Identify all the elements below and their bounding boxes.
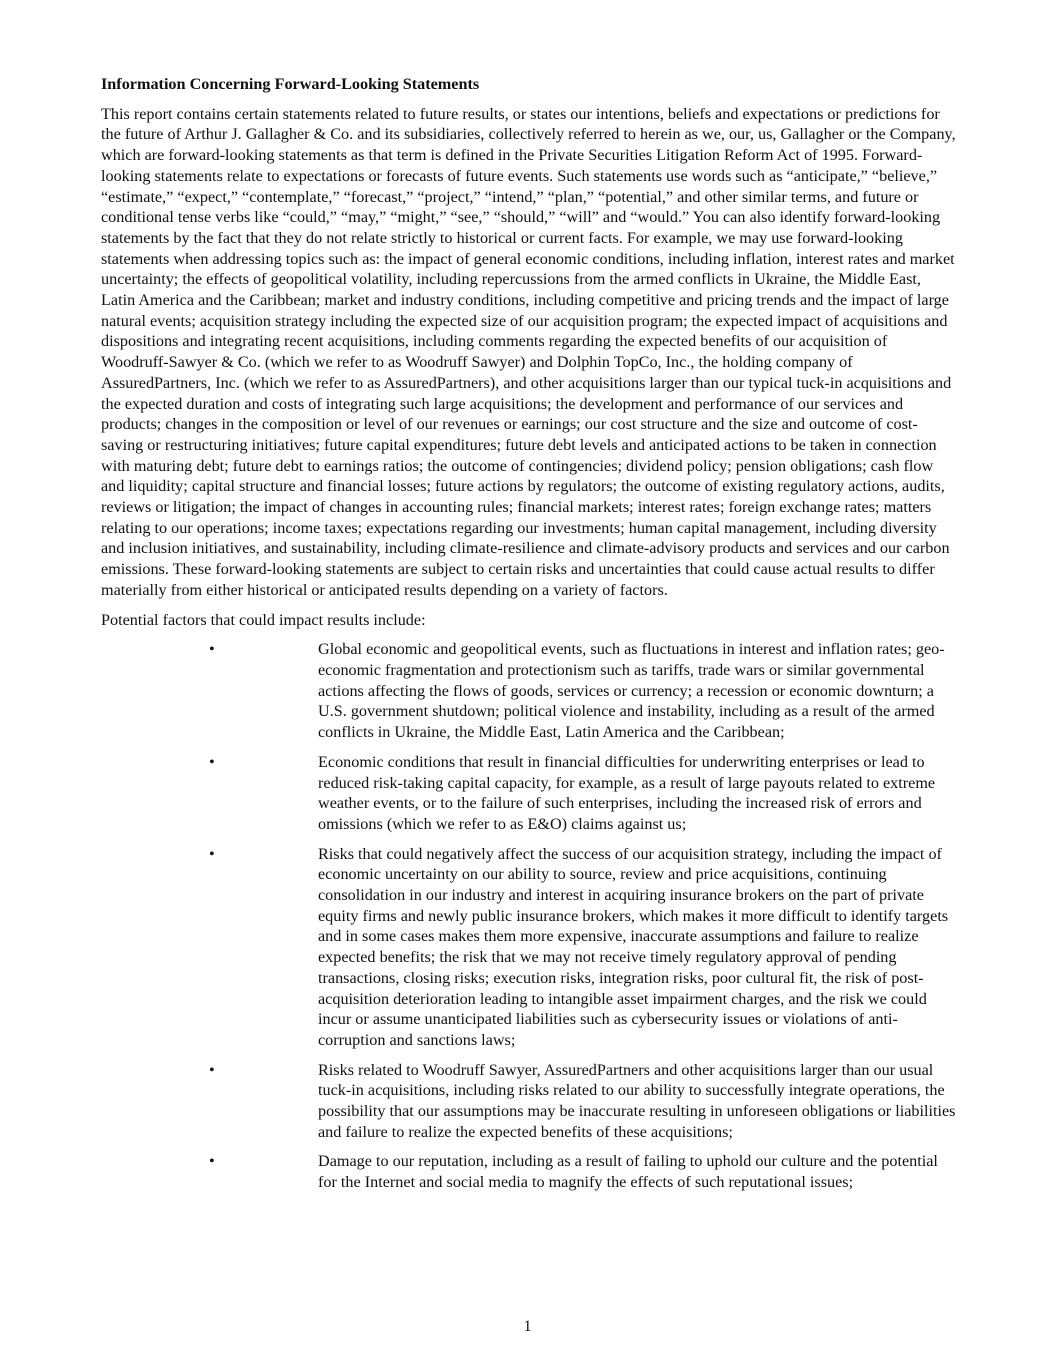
list-item: [101, 1060, 957, 1143]
bullet-icon: •: [209, 844, 215, 863]
list-item-text: Risks related to Woodruff Sawyer, AssuredPartners and other acquisitions larger than our usual tuck-in acquisitions, including risks related to our ability to successfully integrate operations, the possibility that our assumptions may be inaccurate resulting in unforeseen obligations or liabilities and failure to realize the expected benefits of these acquisitions;: [318, 1060, 956, 1141]
list-item: [101, 1151, 957, 1192]
list-item-text: Global economic and geopolitical events, such as fluctuations in interest and inflation rates; geo-economic fragmentation and protectionism such as tariffs, trade wars or similar governmental actions affecting the flows of goods, services or currency; a recession or economic downturn; a U.S. government shutdown; political violence and instability, including as a result of the armed conflicts in Ukraine, the Middle East, Latin America and the Caribbean;: [318, 640, 945, 742]
list-item-text: Risks that could negatively affect the success of our acquisition strategy, including the impact of economic uncertainty on our ability to source, review and price acquisitions, continuing consolidation in our industry and interest in acquiring insurance brokers on the part of private equity firms and newly public insurance brokers, which makes it more difficult to identify targets and in some cases makes them more expensive, inaccurate assumptions and failure to realize expected benefits; the risk that we may not receive timely regulatory approval of pending transactions, closing risks; execution risks, integration risks, poor cultural fit, the risk of post-acquisition deterioration leading to intangible asset impairment charges, and the risk we could incur or assume unanticipated liabilities such as cybersecurity issues or violations of anti-corruption and sanctions laws;: [318, 844, 949, 1049]
list-item-text: Economic conditions that result in financial difficulties for underwriting enterprises or lead to reduced risk-taking capital capacity, for example, as a result of large payouts related to extreme weather events, or to the failure of such enterprises, including the increased risk of errors and omissions (which we refer to as E&O) claims against us;: [318, 752, 936, 833]
page-number: 1: [523, 1317, 532, 1335]
list-item: [101, 639, 957, 743]
bullet-icon: •: [209, 640, 215, 659]
intro-paragraph: This report contains certain statements related to future results, or states our intentions, beliefs and expectations or predictions for the future of Arthur J. Gallagher & Co. and its subsidiaries, collectively referred to herein as we, our, us, Gallagher or the Company, which are forward-looking statements as that term is defined in the Private Securities Litigation Reform Act of 1995. Forward-looking statements relate to expectations or forecasts of future events. Such statements use words such as “anticipate,” “believe,” “estimate,” “expect,” “contemplate,” “forecast,” “project,” “intend,” “plan,” “potential,” and other similar terms, and future or conditional tense verbs like “could,” “may,” “might,” “see,” “should,” “will” and “would.” You can also identify forward-looking statements by the fact that they do not relate strictly to historical or current facts. For example, we may use forward-looking statements when addressing topics such as: the impact of general economic conditions, including inflation, interest rates and market uncertainty; the effects of geopolitical volatility, including repercussions from the armed conflicts in Ukraine, the Middle East, Latin America and the Caribbean; market and industry conditions, including competitive and pricing trends and the impact of large natural events; acquisition strategy including the expected size of our acquisition program; the expected impact of acquisitions and dispositions and integrating recent acquisitions, including comments regarding the expected benefits of our acquisition of Woodruff-Sawyer & Co. (which we refer to as Woodruff Sawyer) and Dolphin TopCo, Inc., the holding company of AssuredPartners, Inc. (which we refer to as AssuredPartners), and other acquisitions larger than our typical tuck-in acquisitions and the expected duration and costs of integrating such large acquisitions; the development and performance of our services and products; changes in the composition or level of our revenues or earnings; our cost structure and the size and outcome of cost-saving or restructuring initiatives; future capital expenditures; future debt levels and anticipated actions to be taken in connection with maturing debt; future debt to earnings ratios; the outcome of contingencies; dividend policy; pension obligations; cash flow and liquidity; capital structure and financial losses; future actions by regulators; the outcome of existing regulatory actions, audits, reviews or litigation; the impact of changes in accounting rules; financial markets; interest rates; foreign exchange rates; matters relating to our operations; income taxes; expectations regarding our investments; human capital management, including diversity and inclusion initiatives, and sustainability, including climate-resilience and climate-advisory products and services and our carbon emissions. These forward-looking statements are subject to certain risks and uncertainties that could cause actual results to differ materially from either historical or anticipated results depending on a variety of factors.: [101, 104, 956, 599]
bullet-icon: •: [209, 1060, 215, 1079]
bullet-icon: •: [209, 1152, 215, 1171]
document-body: [101, 74, 957, 1202]
factors-intro: Potential factors that could impact results include:: [101, 610, 426, 629]
list-item: [101, 752, 957, 835]
list-item-text: Damage to our reputation, including as a result of failing to uphold our culture and the potential for the Internet and social media to magnify the effects of such reputational issues;: [318, 1152, 938, 1192]
list-item: [101, 844, 957, 1051]
bullet-icon: •: [209, 752, 215, 771]
risk-factor-list: [101, 639, 957, 1193]
section-heading: Information Concerning Forward-Looking Statements: [101, 75, 480, 93]
